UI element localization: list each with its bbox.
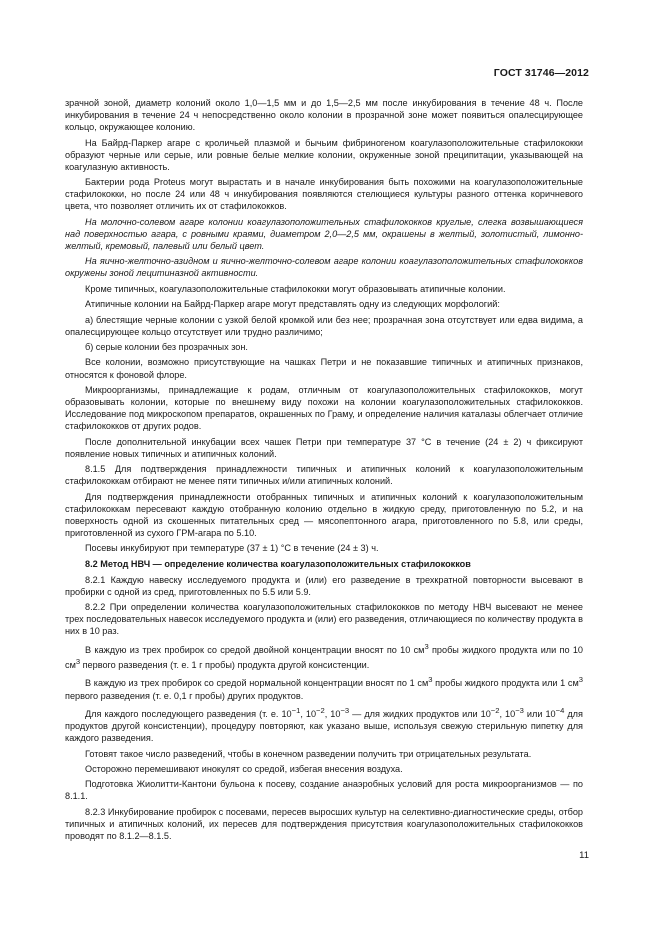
paragraph: Микроорганизмы, принадлежащие к родам, отличным от коагулазоположительных стафилококков, могут образовывать колонии, которые по внешнему виду похожи на колонии коагулазоположительных стафилококков. Исследование под микроскопом препаратов, окрашенных по Граму, и определение наличия каталазы облегчает отличие стафилококков от других родов. [65, 384, 583, 432]
paragraph-italic: На яично-желточно-азидном и яично-желточно-солевом агаре колонии коагулазоположительных стафилококков окружены зоной лецитиназной активности. [65, 256, 583, 279]
paragraph: Осторожно перемешивают инокулят со средой, избегая внесения воздуха. [85, 763, 403, 774]
paragraph: Посевы инкубируют при температуре (37 ± 1) °С в течение (24 ± 3) ч. [85, 543, 379, 554]
paragraph: В каждую из трех пробирок со средой двойной концентрации вносят по 10 $см^3$ пробы жидкого продукта или по 10 $см^3$ первого разведения (т. е. 1 г пробы) продукта другой консистенции. [65, 641, 583, 670]
paragraph: 8.2.2 При определении количества коагулазоположительных стафилококков по методу НВЧ высевают не менее трех последовательных навесок исследуемого продукта и (или) его разведения, отличающиеся по количеству продукта в них в 10 раз. [65, 602, 583, 637]
paragraph: Подготовка Жиолитти-Кантони бульона к посеву, создание анаэробных условий для роста микроорганизмов — по 8.1.1. [65, 779, 583, 802]
paragraph: 8.2.1 Каждую навеску исследуемого продукта и (или) его разведение в трехкратной повторности высевают в пробирки с одной из сред, приготовленных по 5.5 или 5.9. [65, 574, 583, 597]
paragraph: зрачной зоной, диаметр колоний около 1,0—1,5 мм и до 1,5—2,5 мм после инкубирования в течение 48 ч. После инкубирования в течение 24 ч непосредственно около колонии в прозрачной зоне может появиться опалесцирующее кольцо, окружающее колонию. [65, 98, 583, 133]
paragraph: На Байрд-Паркер агаре с кроличьей плазмой и бычьим фибриногеном коагулазоположительные стафилококки образуют черные или серые, или ровные белые мелкие колонии, окруженные зоной преципитации, указывающей на коагулазную активность. [65, 137, 583, 172]
paragraph: Кроме типичных, коагулазоположительные стафилококки могут образовывать атипичные колонии. [85, 283, 506, 294]
paragraph: 8.2.3 Инкубирование пробирок с посевами, пересев выросших культур на селективно-диагностические среды, отбор типичных и атипичных колоний, их пересев для подтверждения присутствия коагулазоположительных стафилококков проводят по 8.1.2—8.1.5. [65, 806, 583, 841]
list-item: б) серые колонии без прозрачных зон. [85, 342, 248, 353]
list-item: а) блестящие черные колонии с узкой белой кромкой или без нее; прозрачная зона отсутствует или едва видима, а опалесцирующее кольцо отсутствует или трудно различимо; [65, 314, 583, 337]
paragraph: После дополнительной инкубации всех чашек Петри при температуре 37 °С в течение (24 ± 2) ч фиксируют появление новых типичных и атипичных колоний. [65, 436, 583, 459]
paragraph: В каждую из трех пробирок со средой нормальной концентрации вносят по 1 $см^3$ пробы жидкого продукта или 1 $см^3$ первого разведения (т. е. 0,1 г пробы) других продуктов. [65, 675, 583, 701]
paragraph: Для каждого последующего разведения (т. е. $10^{-1}$, $10^{-2}$, $10^{-3}$ — для жидких продуктов или $10^{-2}$, $10^{-3}$ или $10^{-4}$ для продуктов другой консистенции), процедуру повторяют, как указано выше, используя свежую стерильную пипетку для каждого разведения. [65, 705, 583, 744]
paragraph: 8.1.5 Для подтверждения принадлежности типичных и атипичных колоний к коагулазоположительным стафилококкам отбирают не менее пяти типичных и/или атипичных колоний. [65, 464, 583, 487]
paragraph: Бактерии рода Proteus могут вырастать и в начале инкубирования быть похожими на коагулазоположительные стафилококки, но после 24 или 48 ч инкубирования появляются стелющиеся культуры разного оттенка коричневого цвета, что позволяет отличить их от стафилококков. [65, 177, 583, 212]
paragraph-italic: На молочно-солевом агаре колонии коагулазоположительных стафилококков круглые, слегка возвышающиеся над поверхностью агара, с ровными краями, диаметром 2,0—2,5 мм, окрашены в желтый, золотистый, лимонно-желтый, кремовый, палевый или белый цвет. [65, 216, 583, 251]
paragraph: Атипичные колонии на Байрд-Паркер агаре могут представлять одну из следующих морфологий: [85, 299, 500, 310]
paragraph: Все колонии, возможно присутствующие на чашках Петри и не показавшие типичных и атипичных признаков, относятся к фоновой флоре. [65, 357, 583, 380]
document-header: ГОСТ 31746—2012 [493, 67, 589, 79]
paragraph: Для подтверждения принадлежности отобранных типичных и атипичных колоний к коагулазоположительным стафилококкам пересевают каждую отобранную колонию отдельно в жидкую среду, приготовленную по 5.2, и на поверхность одной из скошенных питательных сред — мясопептонного агара, приготовленного по 5.8, или среды, приготовленной из сухого ГРМ-агара по 5.10. [65, 491, 583, 538]
section-heading: 8.2 Метод НВЧ — определение количества коагулазоположительных стафилококков [85, 558, 471, 569]
page-number: 11 [579, 850, 589, 861]
paragraph: Готовят такое число разведений, чтобы в конечном разведении получить три отрицательных результата. [85, 748, 532, 759]
document-body [65, 97, 583, 845]
